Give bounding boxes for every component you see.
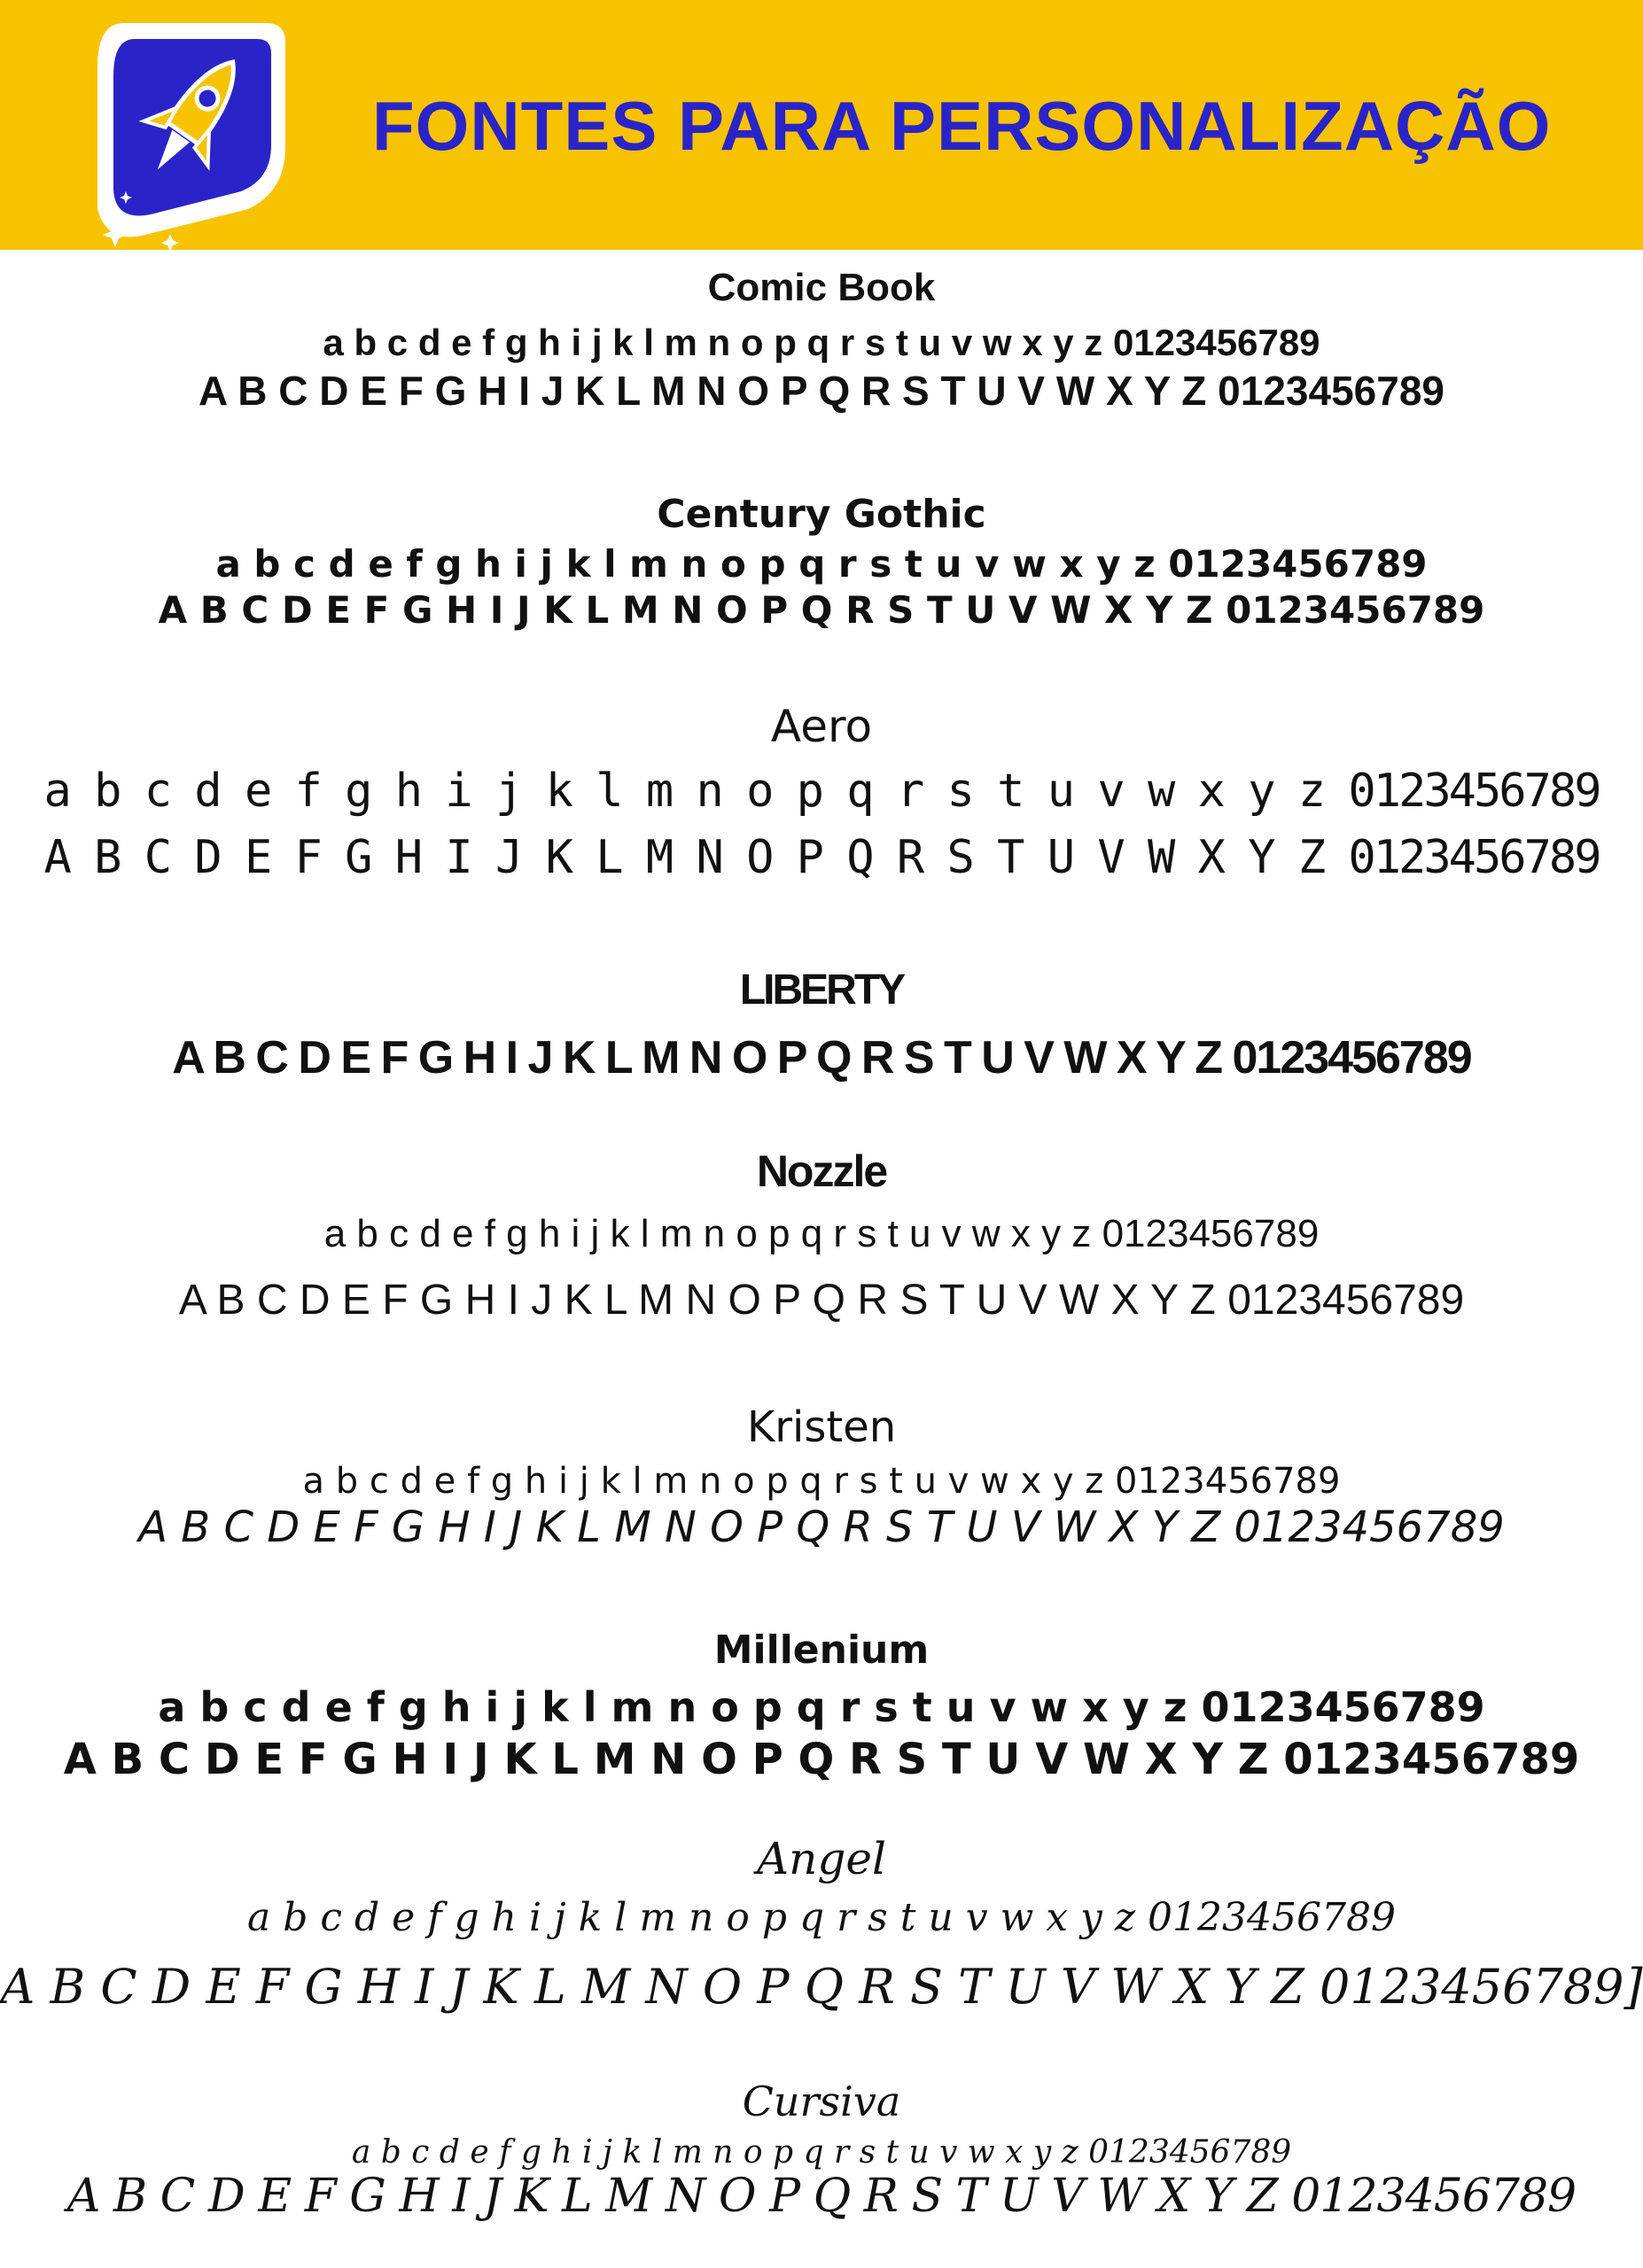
uppercase-sample: A B C D E F G H I J K L M N O P Q R S T U V W X Y Z 0123456789 [158, 587, 1485, 632]
lowercase-sample: a b c d e f g h i j k l m n o p q r s t u v w x y z 0123456789 [158, 1682, 1485, 1731]
font-sample-kristen [0, 1403, 1643, 1552]
font-name: Century Gothic [657, 492, 986, 537]
font-sample-nozzle [0, 1146, 1643, 1324]
lowercase-sample: a b c d e f g h i j k l m n o p q r s t u v w x y z 0123456789 [247, 1894, 1396, 1940]
rocket-logo-icon [89, 14, 292, 253]
uppercase-sample: A B C D E F G H I J K L M N O P Q R S T U V W X Y Z 0123456789 [199, 367, 1444, 414]
lowercase-sample: a b c d e f g h i j k l m n o p q r s t u v w x y z 0123456789 [323, 321, 1320, 363]
font-name: Millenium [713, 1627, 930, 1673]
lowercase-sample: a b c d e f g h i j k l m n o p q r s t u v w x y z 0123456789 [323, 1211, 1320, 1255]
font-sample-century-gothic [0, 493, 1643, 632]
uppercase-sample: A B C D E F G H I J K L M N O P Q R S T U V W X Y Z 0123456789 [178, 1277, 1465, 1324]
uppercase-sample: A B C D E F G H I J K L M N O P Q R S T U V W X Y Z 0123456789 [43, 831, 1600, 885]
font-name: Kristen [746, 1402, 897, 1452]
uppercase-sample: A B C D E F G H I J K L M N O P Q R S T U V W X Y Z 0123456789 [172, 1032, 1471, 1084]
font-sample-millenium [0, 1628, 1643, 1785]
page-title: FONTES PARA PERSONALIZAÇÃO [372, 87, 1552, 165]
lowercase-sample: a b c d e f g h i j k l m n o p q r s t u v w x y z 0123456789 [215, 541, 1428, 586]
font-name: Cursiva [742, 2078, 901, 2125]
font-name: Comic Book [707, 266, 936, 309]
font-name: LIBERTY [739, 967, 904, 1014]
font-sample-cursiva [0, 2078, 1643, 2224]
lowercase-sample: a b c d e f g h i j k l m n o p q r s t u v w x y z 0123456789 [351, 2133, 1292, 2171]
font-sample-angel [0, 1834, 1643, 2015]
font-sample-aero [0, 702, 1643, 885]
lowercase-sample: a b c d e f g h i j k l m n o p q r s t u v w x y z 0123456789 [43, 764, 1600, 818]
font-sample-comic-book [0, 266, 1643, 415]
uppercase-sample: A B C D E F G H I J K L M N O P Q R S T U V W X Y Z 0123456789 [66, 2170, 1577, 2224]
font-name: Angel [757, 1833, 886, 1884]
lowercase-sample: a b c d e f g h i j k l m n o p q r s t u v w x y z 0123456789 [302, 1461, 1341, 1503]
uppercase-sample: A B C D E F G H I J K L M N O P Q R S T U V W X Y Z 0123456789] [0, 1959, 1643, 2016]
uppercase-sample: A B C D E F G H I J K L M N O P Q R S T U V W X Y Z 0123456789 [63, 1735, 1580, 1785]
font-name: Nozzle [756, 1146, 887, 1196]
font-sample-liberty [0, 966, 1643, 1085]
uppercase-sample: A B C D E F G H I J K L M N O P Q R S T U V W X Y Z 0123456789 [138, 1503, 1505, 1553]
header-banner [0, 0, 1643, 250]
font-name: Aero [770, 701, 873, 752]
